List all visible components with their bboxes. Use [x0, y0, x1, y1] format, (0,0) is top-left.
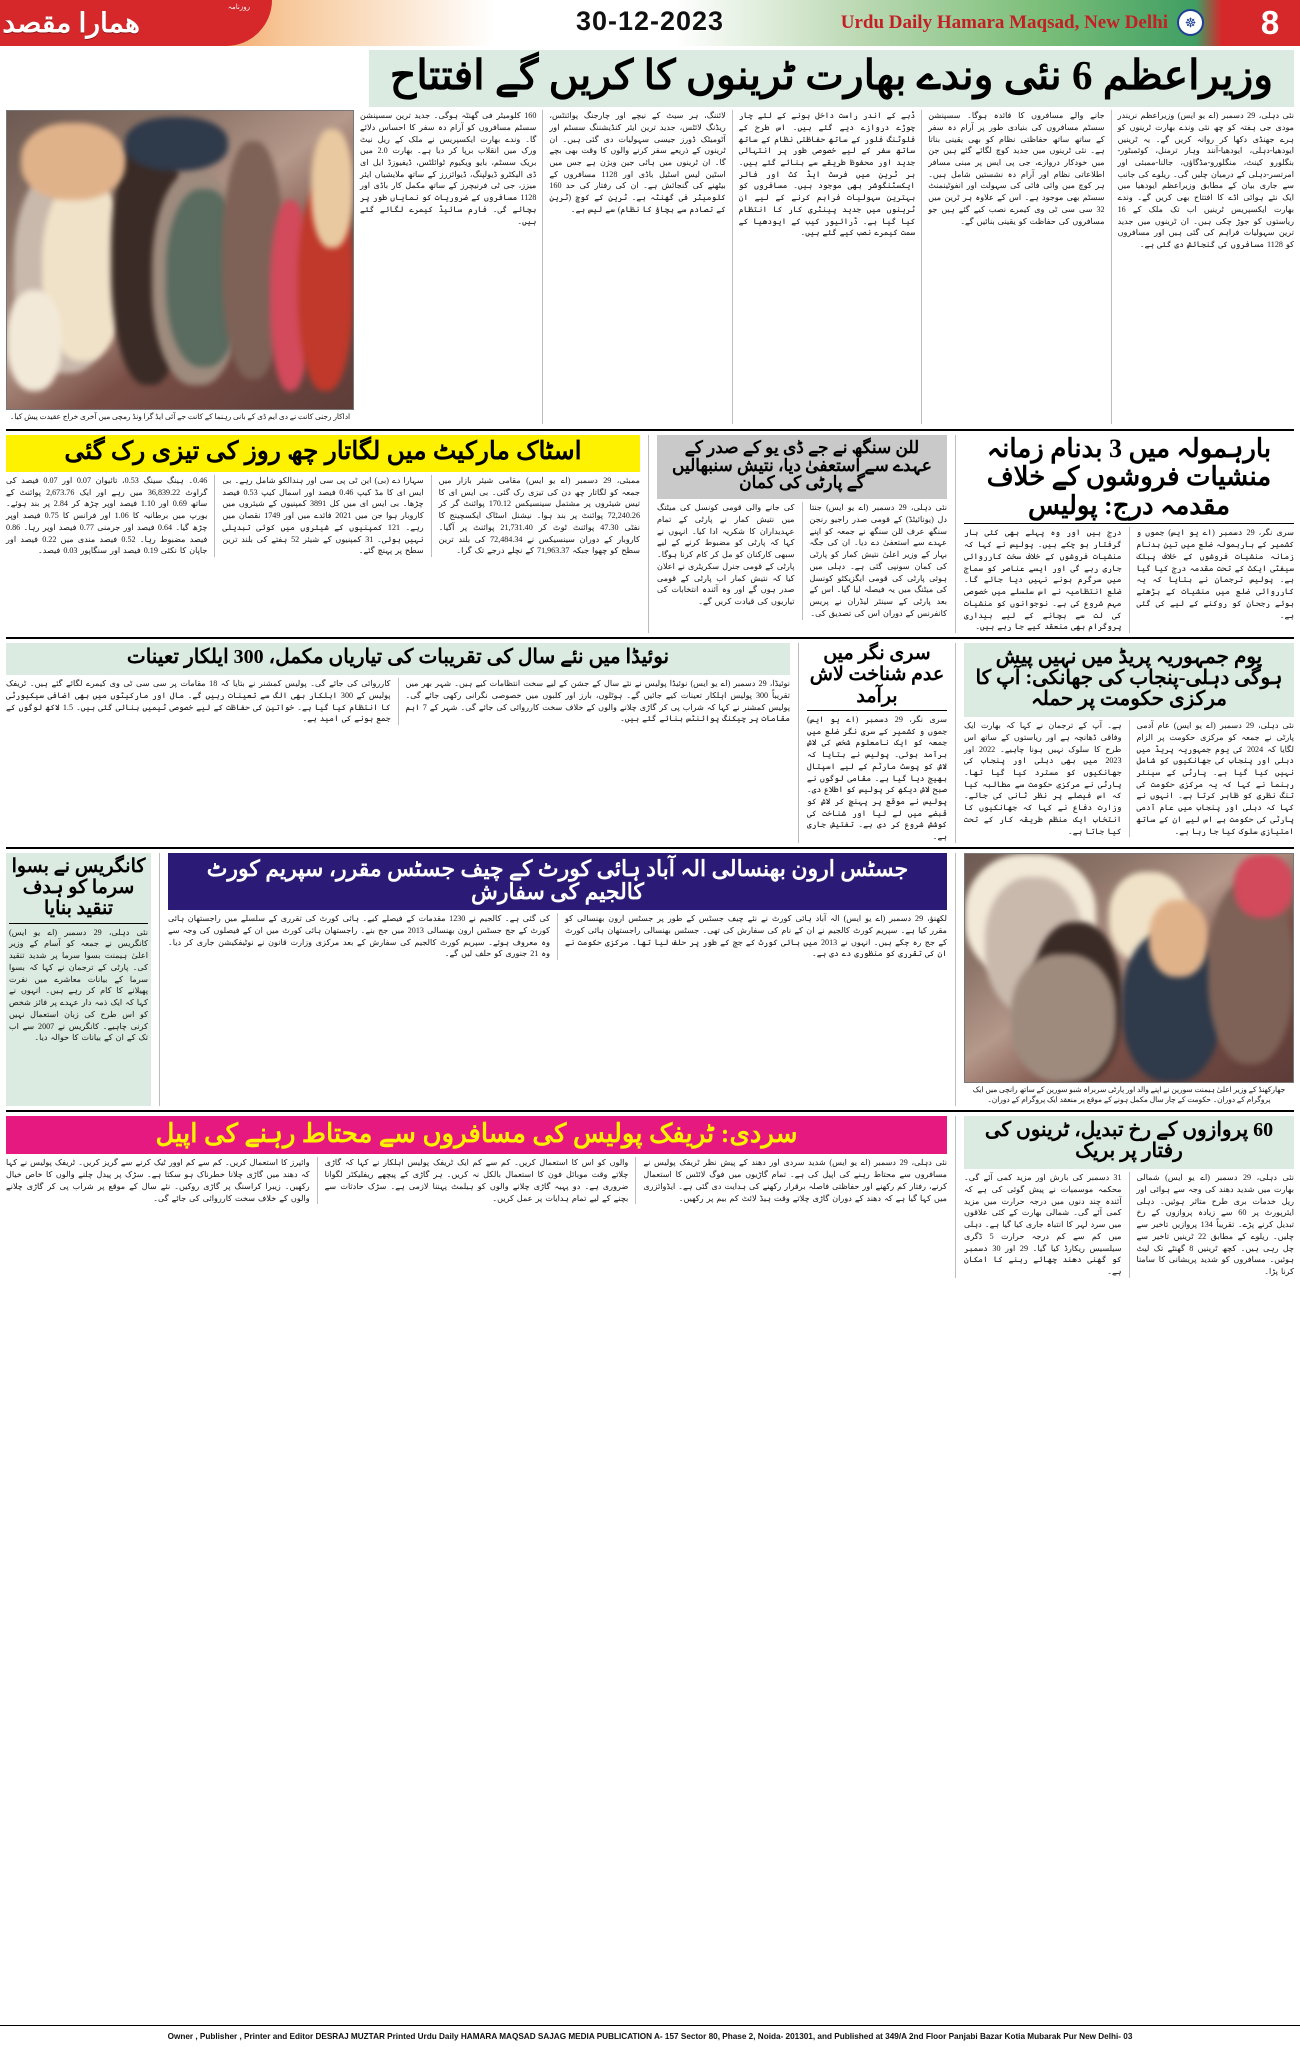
flights-column-2: 31 دسمبر کی بارش اور مزید کمی آئے گی۔ محکمہ موسمیات نے پیش گوئی کی ہے کہ آئندہ چند دنوں میں درجہ حرارت میں مزید کمی آئے گی۔ شمالی بھارت کے کئی علاقوں میں سرد لہر کا انتباہ جاری کیا گیا ہے۔ دہلی میں کم سے کم درجہ حرارت 5 ڈگری سیلسیس ریکارڈ کیا گیا۔ 29 اور 30 دسمبر کو گھنی دھند چھائے رہنے کا امکان ہے۔ [964, 1173, 1122, 1277]
traffic-column-2: والوں کو اس کا استعمال کریں۔ کم سے کم ایک ٹریفک پولیس اہلکار نے کہا کہ گاڑی چلاتے وقت موبائل فون کا استعمال بالکل نہ کریں۔ ہر گاڑی کے پیچھے ریفلیکٹر لگوانا ضروری ہے۔ دو پہیہ گاڑی چلانے والوں کو ہیلمٹ پہننا لازمی ہے۔ سڑک حادثات سے بچنے کے لیے تمام ہدایات پر عمل کریں۔ [324, 1158, 629, 1203]
row-bottom-stories [6, 1116, 1294, 1278]
section-flights-trains-delay [964, 1116, 1294, 1278]
baramulla-column-2: درج ہیں اور وہ پہلے بھی کئی بار گرفتار ہو چکے ہیں۔ پولیس نے کہا کہ منشیات فروشوں کے خلاف سخت کارروائی جاری رہے گی اور ایسے عناصر کو سماج میں سرگرم ہونے نہیں دیا جائے گا۔ ضلع انتظامیہ نے اس سلسلے میں خصوصی مہم شروع کی ہے۔ نوجوانوں کو منشیات کی لت سے بچانے کے لیے بیداری پروگرام بھی منعقد کیے جا رہے ہیں۔ [964, 528, 1122, 632]
rule [9, 923, 148, 924]
justice-column-2: کی گئی ہے۔ کالجیم نے 1230 مقدمات کے فیصلے کیے۔ ہائی کورٹ کی تقرری کے سلسلے میں راجستھان ہائی کورٹ کے جج جسٹس ارون بھنسالی 2013 میں جج بنے۔ راجستھان ہائی کورٹ میں ان کے فیصلوں کی وجہ سے وہ معروف ہوئے۔ سپریم کورٹ کالجیم کی سفارش کے بعد مرکزی وزارت قانون نے نوٹیفکیشن جاری کر دیا۔ وہ 21 جنوری کو حلف لیں گے۔ [168, 914, 550, 959]
column-divider [214, 475, 215, 557]
section-congress-bjp [6, 853, 151, 1106]
section-traffic-police-appeal [6, 1116, 947, 1278]
rule [807, 710, 947, 711]
srinagar-column-1: سری نگر، 29 دسمبر (اے یو ایس) جموں و کشمیر کے سری نگر ضلع میں جمعہ کو ایک نامعلوم شخص کی لاش برآمد ہوئی۔ پولیس نے بتایا کہ لاش کو پوسٹ مارٹم کے لیے اسپتال بھیج دیا گیا ہے۔ مقامی لوگوں نے صبح لاش دیکھ کر پولیس کو اطلاع دی۔ پولیس نے موقع پر پہنچ کر لاش کو قبضے میں لے لیا اور شناخت کی کوشش شروع کر دی ہے۔ تفتیش جاری ہے۔ [807, 714, 947, 842]
section-headline: سردی: ٹریفک پولیس کی مسافروں سے محتاط رہنے کی اپیل [6, 1116, 947, 1154]
column-divider [955, 1116, 956, 1278]
section-divider [6, 429, 1294, 431]
lead-column-1: نئی دہلی، 29 دسمبر (اے یو ایس) وزیراعظم نریندر مودی جی ہفتہ کو چھ نئی وندے بھارت ٹرینوں کو ہرے جھنڈی دکھا کر روانہ کریں گے۔ یہ ٹرینیں ایودھیا-دہلی، ایودھیا-آنند وہار ترمنل، کوئمبٹور-بنگلورو کینٹ، منگلورو-مڈگاؤں، جالنا-ممبئی اور امرتسر-دہلی کے درمیان چلیں گی۔ ریلوے کی جانب سے جاری بیان کے مطابق وزیراعظم ایودھیا میں ایک نئے ہوائی اڈے کا افتتاح بھی کریں گے۔ وندے بھارت ایکسپریس ٹرینیں اب تک ملک کے 16 ریاستوں کو جوڑ چکی ہیں۔ ان ٹرینوں میں جدید ترین سہولیات فراہم کی گئی ہیں اور مسافروں کو 1128 مسافروں کی گنجائش دی گئی ہے۔ [1117, 111, 1294, 250]
section-lalan-singh [657, 435, 947, 633]
column-divider [802, 502, 803, 619]
stock-column-2: سہارا دے (بی) این ٹی پی سی اور ہندالکو شامل رہے۔ بی ایس ای کا مڈ کیپ 0.46 فیصد اور اسمال کیپ 0.53 فیصد چڑھا۔ بی ایس ای میں کل 3891 کمپنیوں کے شیئروں میں کاروبار ہوا جن میں 2021 فائدے میں اور 1749 نقصان میں رہے۔ 121 کمپنیوں کے شیئروں میں کوئی تبدیلی نہیں ہوئی۔ 31 کمپنیوں کے شیئر 52 ہفتے کی بلند ترین سطح پر پہنچ گئے۔ [222, 475, 424, 556]
section-headline: بارہمولہ میں 3 بدنام زمانہ منشیات فروشوں کے خلاف مقدمہ درج: پولیس [986, 433, 1272, 520]
section-headline: اسٹاک مارکیٹ میں لگاتار چھ روز کی تیزی رک گئی [6, 435, 640, 472]
column-divider [798, 643, 799, 843]
stock-column-1: ممبئی، 29 دسمبر (اے یو ایس) مقامی شیئر بازار میں جمعہ کو لگاتار چھ دن کی تیزی رک گئی۔ بی ایس ای کا تیس شیئروں پر مشتمل سینسیکس 170.12 پوائنٹ گر کر 72,240.26 پوائنٹ پر بند ہوا۔ نیشنل اسٹاک ایکسچینج کا نفٹی 47.30 پوائنٹ ٹوٹ کر 21,731.40 پوائنٹ پر آگیا۔ کاروبار کے دوران سینسیکس نے 72,484.34 کی بلند ترین سطح کو چھوا جبکہ 71,963.37 کے نچلے درجے تک گرا۔ [438, 475, 640, 556]
lead-column-5: 160 کلومیٹر فی گھنٹہ ہوگی۔ جدید ترین سسپنشن سسٹم مسافروں کو آرام دہ سفر کا احساس دلائے گا۔ وندے بھارت ایکسپریس نے ملک کے ریل نیٹ ورک میں انقلاب برپا کر دیا ہے۔ بھارت 2.0 میں بریک سسٹم، بایو ویکیوم ٹوائلٹس، ڈیفیوزڈ ایل ای ڈی الیکٹرو ڈیولپنگ، ڈیوائزرز کے ساتھ ملایشیاں ایئر میزز، جی ٹی فرنیچرز کے ساتھ مکمل کار باڈی اور 1128 مسافروں کے ضروریات کو نمایاں طور پر بچائے گی۔ فارم سائیڈ کیمرے لگائے گئے ہیں۔ [359, 111, 537, 226]
noida-column-2: کارروائی کی جائے گی۔ پولیس کمشنر نے بتایا کہ 18 مقامات پر سی سی ٹی وی کیمرے لگائے گئے ہیں۔ ٹریفک پولیس کے 300 اہلکار بھی الگ سے تعینات رہیں گے۔ مال اور مارکیٹوں میں بھی اضافی سیکیورٹی کا انتظام کیا گیا ہے۔ خواتین کی حفاظت کے لیے خصوصی ٹیمیں بنائی گئی ہیں۔ 1.5 لاکھ لوگوں کے جمع ہونے کی امید ہے۔ [6, 679, 391, 724]
column-divider [542, 110, 543, 424]
section-justice-bhansali [168, 853, 947, 1106]
justice-column-1: لکھنؤ، 29 دسمبر (اے یو ایس) الہ آباد ہائی کورٹ نے نئے چیف جسٹس کے طور پر جسٹس ارون بھنسالی کو مقرر کیا ہے۔ سپریم کورٹ کالجیم نے ان کے نام کی سفارش کی تھی۔ جسٹس بھنسالی راجستھان ہائی کورٹ کے جج رہ چکے ہیں۔ انہوں نے 2013 میں ہائی کورٹ کے جج کے طور پر حلف لیا تھا۔ مرکزی حکومت نے ان کی تقرری کو منظوری دے دی ہے۔ [565, 914, 947, 959]
newspaper-page [0, 46, 1300, 1278]
column-divider [398, 678, 399, 725]
page-number-badge: 8 [1240, 0, 1300, 46]
column-divider [955, 853, 956, 1106]
section-srinagar-body [807, 643, 947, 843]
section-divider [6, 847, 1294, 849]
baramulla-column-1: سری نگر، 29 دسمبر (اے یو ایس) جموں و کشمیر کے بارہمولہ ضلع میں تین بدنام زمانہ منشیات فروشوں کے خلاف پبلک سیفٹی ایکٹ کے تحت مقدمہ درج کیا گیا ہے۔ پولیس ترجمان نے بتایا کہ یہ کارروائی ضلع میں منشیات کے بڑھتے ہوئے رجحان کو روکنے کے لیے کی گئی ہے۔ [1136, 528, 1294, 620]
column-divider [921, 110, 922, 424]
publication-name: Urdu Daily Hamara Maqsad, New Delhi [840, 12, 1168, 33]
column-divider [1129, 720, 1130, 837]
traffic-column-3: وائپرز کا استعمال کریں۔ کم سے کم اوور ٹیک کرنے سے گریز کریں۔ ٹریفک پولیس نے کہا کہ دھند میں گاڑی چلانا خطرناک ہو سکتا ہے۔ سڑک پر پیدل چلنے والوں کا خاص خیال رکھیں۔ زیبرا کراسنگ پر گاڑی روکیں۔ نئے سال کے موقع پر شراب پی کر گاڑی چلانے والوں کے خلاف سخت کارروائی کی جائے گی۔ [5, 1158, 310, 1203]
column-divider [431, 475, 432, 557]
lalan-column-2: کی جانے والی قومی کونسل کی میٹنگ میں نتیش کمار نے پارٹی کے تمام عہدیداران کا شکریہ ادا کیا۔ انہوں نے کہا کہ پارٹی کو مضبوط کرنے کے لیے سبھی کارکنان کو مل کر کام کرنا ہوگا۔ پارٹی کے قومی جنرل سکریٹری نے اعلان کیا کہ نتیش کمار اب پارٹی کے قومی صدر ہوں گے اور وہ آئندہ انتخابات کی تیاریوں کی قیادت کریں گے۔ [657, 503, 795, 607]
column-divider [1129, 1172, 1130, 1278]
section-divider [6, 637, 1294, 639]
section-headline: سری نگر میں عدم شناخت لاش برآمد [809, 643, 945, 707]
section-headline: نوئیڈا میں نئے سال کی تقریبات کی تیاریاں مکمل، 300 ایلکار تعینات [6, 643, 790, 675]
section-hemant-soren [964, 853, 1294, 1106]
section-headline: کانگریس نے بسوا سرما کو ہدف تنقید بنایا [11, 855, 146, 920]
column-divider [732, 110, 733, 424]
flights-column-1: نئی دہلی، 29 دسمبر (اے یو ایس) شمالی بھارت میں شدید دھند کی وجہ سے ہوائی اور ریل خدمات بری طرح متاثر ہوئیں۔ دہلی ایئرپورٹ پر 60 سے زیادہ پروازوں کے رخ تبدیل کرنے پڑے۔ تقریباً 134 پروازیں تاخیر سے چلیں۔ ریلوے کے مطابق 22 ٹرینیں تاخیر سے چل رہی ہیں۔ کچھ ٹرینیں 8 گھنٹے تک لیٹ ہوئیں۔ مسافروں کو شدید پریشانی کا سامنا کرنا پڑا۔ [1136, 1173, 1295, 1277]
column-divider [955, 435, 956, 633]
column-divider [317, 1157, 318, 1204]
congress-column-1: نئی دہلی، 29 دسمبر (اے یو ایس) کانگریس نے جمعہ کو آسام کے وزیر اعلیٰ ہیمنت بسوا سرما پر شدید تنقید کی۔ پارٹی کے ترجمان نے کہا کہ بسوا سرما کے بیانات معاشرے میں نفرت پھیلانے کا کام کر رہے ہیں۔ انہوں نے کہا کہ ایک ذمہ دار عہدے پر فائز شخص کو اس طرح کی زبان استعمال نہیں کرنی چاہیے۔ کانگریس نے 2007 سے اب تک کے ان کے بیانات کا حوالہ دیا۔ [9, 927, 149, 1043]
column-divider [557, 913, 558, 960]
rule [964, 523, 1294, 524]
stock-column-3: 0.46۔ ہینگ سینگ 0.53، تائیوان 0.07 اور 0.07 فیصد کی گراوٹ 36,839.22 میں رہے اور ایک 2,673.76 پوائنٹ کے ساتھ 0.69 اور 1.10 فیصد اوپر چڑھ کر 2.84 پر بند ہوئے۔ یورپ میں برطانیہ کا 1.06 اور فرانس کا 0.75 فیصد اوپر چڑھ گیا۔ 0.64 فیصد اور جرمنی 0.77 فیصد اوپر رہا۔ 0.86 فیصد مضبوط رہا۔ 0.52 فیصد مندی میں 0.22 فیصد اور جاپان کا نکئی 0.19 فیصد اور سنگاپور 0.03 فیصد۔ [6, 475, 208, 556]
republic-column-2: ہے۔ آپ کے ترجمان نے کہا کہ بھارت ایک وفاقی ڈھانچہ ہے اور ریاستوں کے ساتھ اس طرح کا سلوک نہیں ہونا چاہیے۔ 2022 اور 2023 میں بھی دہلی اور پنجاب کی جھانکیوں کو مسترد کیا گیا تھا۔ پارٹی نے مرکزی حکومت سے مطالبہ کیا کہ اس فیصلے پر نظر ثانی کی جائے۔ وزارت دفاع نے کہا کہ جھانکیوں کا انتخاب ایک منظم طریقہ کار کے تحت کیا جاتا ہے۔ [964, 721, 1122, 836]
section-headline: جسٹس ارون بھنسالی الہ آباد ہائی کورٹ کے چیف جسٹس مقرر، سپریم کورٹ کالجیم کی سفارش [168, 853, 947, 910]
circular-emblem-icon: ☸ [1177, 9, 1204, 36]
page-footer-imprint: Owner , Publisher , Printer and Editor DESRAJ MUZTAR Printed Urdu Daily HAMARA MAQSAD SAJAG MEDIA PUBLICATION A- 157 Sector 80, Phase 2, Noida- 201301, and Published at 349/A 2nd Floor Panjabi Bazar Kotia Mubarak Pur New Delhi- 03 [0, 2025, 1300, 2047]
masthead-logo-text: همارا مقصد [2, 7, 141, 38]
issue-date: 30-12-2023 [575, 6, 725, 36]
masthead-header [0, 0, 1300, 46]
republic-column-1: نئی دہلی، 29 دسمبر (اے یو ایس) عام آدمی پارٹی نے جمعہ کو مرکزی حکومت پر الزام لگایا کہ 2024 کی یوم جمہوریہ پریڈ میں دہلی اور پنجاب کی جھانکیوں کو شامل نہیں کیا گیا ہے۔ پارٹی کے سینئر رہنما نے کہا کہ یہ مرکزی حکومت کی تنگ نظری کو ظاہر کرتا ہے۔ انہوں نے کہا کہ دہلی اور پنجاب میں عام آدمی پارٹی کی حکومت ہے اس لیے ان کے ساتھ امتیازی سلوک کیا جا رہا ہے۔ [1136, 721, 1294, 836]
lalan-column-1: نئی دہلی، 29 دسمبر (اے یو ایس) جنتا دل (یونائیٹڈ) کے قومی صدر راجیو رنجن سنگھ عرف للن سنگھ نے جمعہ کو اپنے عہدے سے استعفیٰ دے دیا۔ ان کی جگہ بہار کے وزیر اعلیٰ نتیش کمار کو پارٹی کی کمان سونپی گئی ہے۔ دہلی میں ہوئی پارٹی کی قومی ایگزیکٹو کونسل کی میٹنگ میں یہ فیصلہ لیا گیا۔ اس کے بعد پارٹی کے سینئر لیڈران نے پریس کانفرنس کے دوران اس کی تصدیق کی۔ [809, 503, 947, 618]
lead-column-2: جانے والے مسافروں کا فائدہ ہوگا۔ سسپنشن سسٹم مسافروں کی بنیادی طور پر آرام دہ سفر کے ساتھ ساتھ حفاظتی نظام کو بھی یقینی بناتا ہے۔ نئی ٹرینوں میں جدید کوچ لگائے گئے ہیں جن میں خودکار دروازے، جی پی ایس پر مبنی مسافر اطلاعاتی نظام اور آرام دہ نشستیں شامل ہیں۔ ہر کوچ میں وائی فائی کی سہولت اور انفوٹینمنٹ سسٹم بھی موجود ہے۔ اس کے علاوہ ہر ٹرین میں 32 سی سی ٹی وی کیمرے نصب کیے گئے ہیں جو مسافروں کی حفاظت کو یقینی بنائیں گے۔ [928, 111, 1105, 226]
lead-column-3: ڈبے کے اندر راست داخل ہونے کے لئے چار چوڑے دروازے دیے گئے ہیں۔ اس طرح کے فلوٹنگ فلور کے ساتھ حفاظتی نظام کے ساتھ ساتھ سفر کے لیے خصوصی طور پر انتہائی جدید اور محفوظ طریقے سے بنائے گئے ہیں۔ ہر ٹرین میں فرسٹ ایڈ کٹ اور فائر ایکسٹنگوشر بھی موجود ہیں۔ مسافروں کو بہترین سہولیات فراہم کرنے کے لیے ان ٹرینوں میں جدید پینٹری کار کا انتظام کیا گیا ہے۔ ڈرائیور کیب کے ایودھیا کے سمت کیمرے نصب کیے گئے ہیں۔ [738, 111, 916, 238]
noida-column-1: نوئیڈا، 29 دسمبر (اے یو ایس) نوئیڈا پولیس نے نئے سال کے جشن کے لیے سخت انتظامات کیے ہیں۔ شہر بھر میں تقریباً 300 پولیس اہلکار تعینات کیے جائیں گے۔ ہوٹلوں، بارز اور کلبوں میں خصوصی نگرانی رکھی جائے گی۔ پولیس کمشنر نے کہا کہ شراب پی کر گاڑی چلانے والوں کے خلاف سخت کارروائی کی جائے گی۔ شہر کے 7 اہم مقامات پر چیکنگ پوائنٹس بنائے گئے ہیں۔ [405, 679, 790, 724]
column-divider [955, 643, 956, 843]
row-third-stories [6, 643, 1294, 843]
lead-photo-caption: اداکار رجنی کانت نے دی ایم ڈی کے بانی رہنما کے کانت جے آئی ایڈ گرا ونڈ رمچی میں آخری خراج عقیدت پیش کیا۔ [9, 412, 351, 422]
section-republic-day-parade [964, 643, 1294, 843]
row-secondary-stories [6, 435, 1294, 633]
lead-photo-rajinikanth-temple-visit [6, 110, 354, 410]
column-divider [159, 853, 160, 1106]
section-headline: 60 پروازوں کے رخ تبدیل، ٹرینوں کی رفتار پر بریک [964, 1116, 1294, 1169]
soren-photo-caption: جھارکھنڈ کے وزیر اعلیٰ ہیمنت سورین نے اپنے والد اور پارٹی سربراہ شبو سورین کے ساتھ رانچی میں ایک پروگرام کے دوران۔ حکومت کے چار سال مکمل ہونے کے موقع پر منعقد ایک پروگرام کے دوران۔ [972, 1084, 1286, 1104]
section-headline: للن سنگھ نے جے ڈی یو کے صدر کے عہدے سے استعفیٰ دیا، نتیش سنبھالیں گے پارٹی کی کمان [657, 435, 947, 500]
column-divider [1111, 110, 1112, 424]
hemant-soren-program-photo [964, 853, 1294, 1083]
row-fourth-stories [6, 853, 1294, 1106]
section-headline: یوم جمہوریہ پریڈ میں نہیں پیش ہوگی دہلی-پنجاب کی جھانکی: آپ کا مرکزی حکومت پر حملہ [964, 643, 1294, 717]
traffic-column-1: نئی دہلی، 29 دسمبر (اے یو ایس) شدید سردی اور دھند کے پیش نظر ٹریفک پولیس نے مسافروں سے محتاط رہنے کی اپیل کی ہے۔ تمام گاڑیوں میں فوگ لائٹس کا استعمال کرنے، رفتار کم رکھنے اور حفاظتی فاصلہ برقرار رکھنے کی ہدایت دی گئی ہے۔ ایڈوائزری میں کہا گیا ہے کہ دھند کے دوران گاڑی چلاتے وقت ہیڈ لائٹ کم بیم پر رکھیں۔ [643, 1158, 948, 1203]
column-divider [648, 435, 649, 633]
column-divider [635, 1157, 636, 1204]
section-noida-new-year [6, 643, 790, 843]
lead-column-4: لائننگ، ہر سیٹ کے نیچے اور چارجنگ پوائنٹس، ریڈنگ لائٹس، جدید ترین ایئر کنڈیشننگ سسٹم اور آٹومیٹک ڈورز جیسی سہولیات دی گئی ہیں۔ ان ٹرینوں کے ذریعے سفر کرنے والوں کا وقت بھی بچے گا۔ ان ٹرینوں میں ہائی جین ویژن ہے جس میں اسٹین لیس اسٹیل باڈی اور 1128 مسافروں کے بیٹھنے کی گنجائش ہے۔ ان کی رفتار کی حد 160 کلومیٹر فی گھنٹہ ہے۔ ٹرین کے کوچ (ٹرین کے تصادم سے بچاؤ کا نظام) سے لیس ہے۔ [549, 111, 726, 214]
lead-story [6, 50, 1294, 424]
column-divider [1129, 527, 1130, 633]
section-divider [6, 1110, 1294, 1112]
section-baramulla-drugs [964, 435, 1294, 633]
section-stock-market [6, 435, 640, 633]
masthead-logo-subtitle: روزنامہ [227, 3, 250, 11]
lead-headline: وزیراعظم 6 نئی وندے بھارت ٹرینوں کا کریں گے افتتاح [369, 50, 1294, 107]
